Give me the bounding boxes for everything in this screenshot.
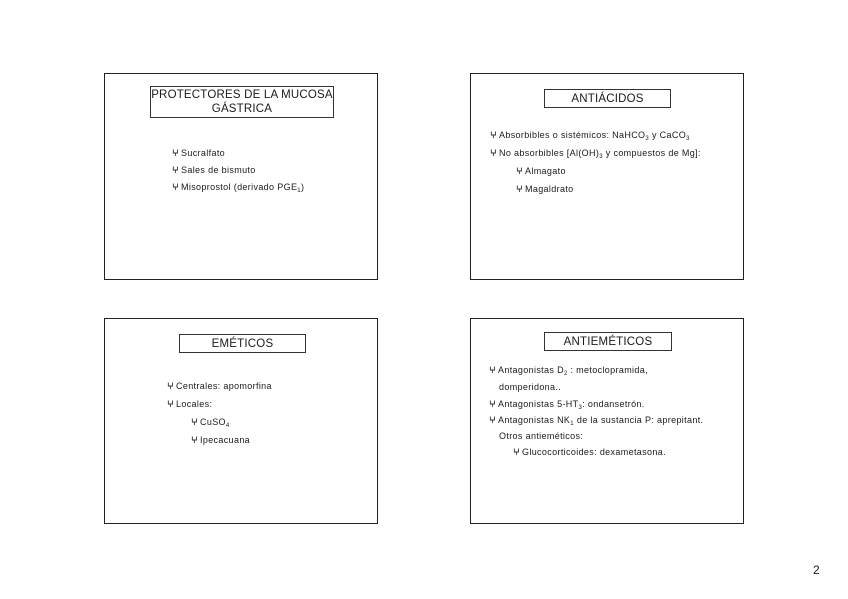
list-item: ⵖ Magaldrato bbox=[516, 184, 574, 194]
list-item: ⵖ Antagonistas $NK_1$ de la sustancia P: aprepitant. bbox=[489, 415, 704, 427]
page-number: 2 bbox=[813, 563, 820, 577]
bullet-icon: ⵖ bbox=[191, 435, 199, 445]
bullet-icon: ⵖ bbox=[172, 148, 180, 158]
list-item: ⵖ Locales: bbox=[167, 399, 213, 409]
list-item: ⵖ Absorbibles o sistémicos: NaHCO$_3$ y CaCO$_3$ bbox=[490, 130, 690, 142]
list-item: ⵖ No absorbibles [$Al(OH)_3$ y compuestos de Mg]: bbox=[490, 148, 701, 160]
list-item: ⵖ Antagonistas $D_2$ : metoclopramida, bbox=[489, 365, 648, 377]
bullet-icon: ⵖ bbox=[490, 130, 498, 140]
list-item-continuation: Otros antieméticos: bbox=[499, 431, 584, 441]
bullet-icon: ⵖ bbox=[489, 399, 497, 409]
slide-antiemeticos bbox=[470, 318, 744, 524]
bullet-icon: ⵖ bbox=[516, 166, 524, 176]
slide-title: EMÉTICOS bbox=[179, 334, 306, 353]
list-item: ⵖ Antagonistas $5-HT_3$: ondansetrón. bbox=[489, 399, 645, 411]
title-line-2: GÁSTRICA bbox=[211, 103, 273, 115]
bullet-icon: ⵖ bbox=[167, 381, 175, 391]
list-item: ⵖ CuSO$_4$ bbox=[191, 417, 230, 429]
list-item: ⵖ Sales de bismuto bbox=[172, 165, 256, 175]
slide-antiacidos bbox=[470, 73, 744, 280]
list-item: ⵖ Misoprostol (derivado $PGE_1$) bbox=[172, 182, 305, 194]
list-item: ⵖ Sucralfato bbox=[172, 148, 226, 158]
list-item-continuation: domperidona.. bbox=[499, 382, 562, 392]
bullet-icon: ⵖ bbox=[191, 417, 199, 427]
slide-title: ANTIEMÉTICOS bbox=[544, 332, 672, 351]
bullet-icon: ⵖ bbox=[172, 165, 180, 175]
slide-title: ANTIÁCIDOS bbox=[544, 89, 671, 108]
slide-title bbox=[150, 86, 334, 118]
list-item: ⵖ Ipecacuana bbox=[191, 435, 251, 445]
slide-emeticos bbox=[104, 318, 378, 524]
bullet-icon: ⵖ bbox=[490, 148, 498, 158]
bullet-icon: ⵖ bbox=[489, 415, 497, 425]
list-item: ⵖ Glucocorticoides: dexametasona. bbox=[513, 447, 666, 457]
bullet-icon: ⵖ bbox=[513, 447, 521, 457]
slide-protectores bbox=[104, 73, 378, 280]
list-item: ⵖ Centrales: apomorfina bbox=[167, 381, 272, 391]
bullet-icon: ⵖ bbox=[489, 365, 497, 375]
bullet-icon: ⵖ bbox=[167, 399, 175, 409]
title-line-1: PROTECTORES DE LA MUCOSA bbox=[151, 89, 333, 101]
list-item: ⵖ Almagato bbox=[516, 166, 566, 176]
bullet-icon: ⵖ bbox=[516, 184, 524, 194]
bullet-icon: ⵖ bbox=[172, 182, 180, 192]
